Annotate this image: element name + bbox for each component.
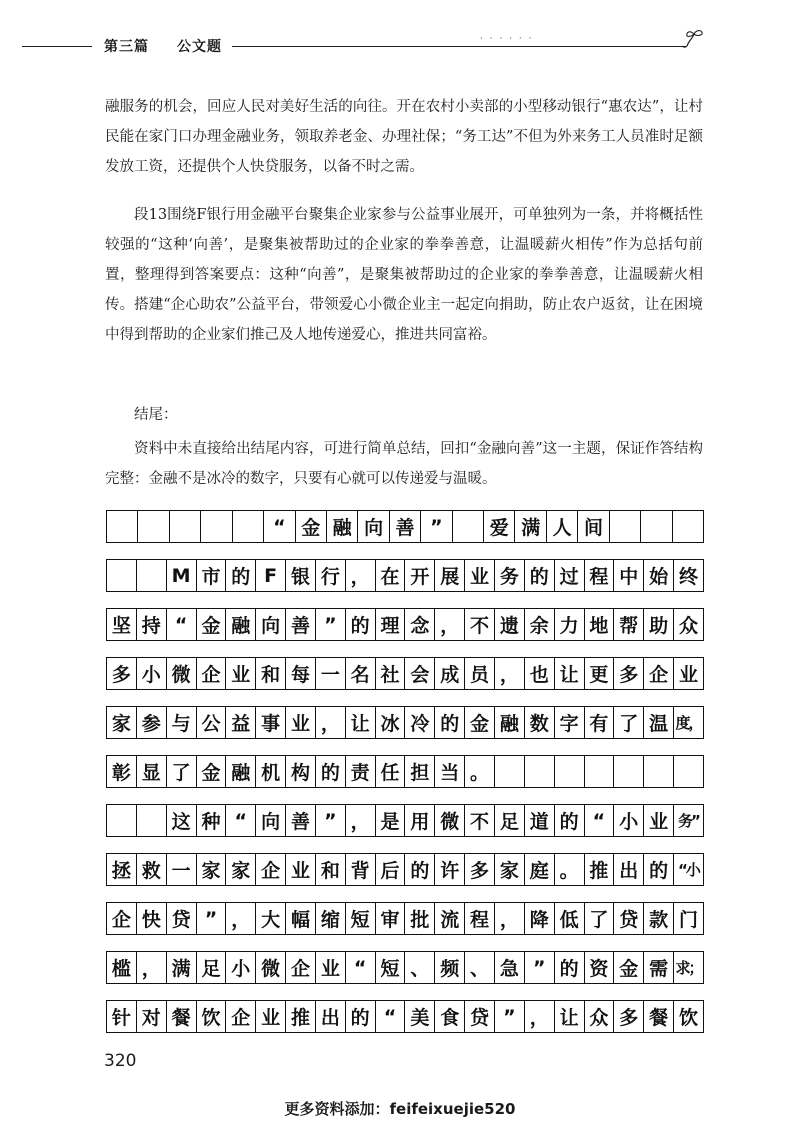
grid-cell: [555, 756, 585, 787]
grid-cell: 小: [137, 658, 167, 689]
answer-grid: [106, 510, 704, 1049]
grid-cell: [610, 511, 641, 542]
grid-cell: 满: [515, 511, 546, 542]
grid-cell: ，: [226, 903, 256, 934]
grid-cell: F: [256, 560, 286, 591]
grid-cell: ，: [316, 707, 346, 738]
grid-row: [106, 559, 704, 592]
grid-row: [106, 657, 704, 690]
grid-cell: 金: [465, 707, 495, 738]
grid-cell: 始: [644, 560, 674, 591]
header-rule-right: [232, 46, 687, 47]
grid-cell: 益: [226, 707, 256, 738]
grid-cell: ，: [495, 903, 525, 934]
grid-cell: [201, 511, 232, 542]
grid-cell: 与: [167, 707, 197, 738]
grid-cell: 低: [555, 903, 585, 934]
grid-cell: 务”: [674, 805, 704, 836]
body-text-4: [105, 434, 703, 494]
grid-cell: 融: [226, 609, 256, 640]
grid-cell: 微: [167, 658, 197, 689]
grid-cell: 持: [137, 609, 167, 640]
grid-cell: 种: [197, 805, 227, 836]
grid-cell: 不: [465, 805, 495, 836]
grid-cell: 审: [376, 903, 406, 934]
grid-cell: 间: [578, 511, 609, 542]
grid-cell: 成: [435, 658, 465, 689]
grid-cell: 更: [585, 658, 615, 689]
grid-cell: 显: [137, 756, 167, 787]
grid-cell: 业: [644, 805, 674, 836]
grid-cell: ”: [421, 511, 452, 542]
grid-cell: 金: [197, 609, 227, 640]
grid-cell: 市: [197, 560, 227, 591]
grid-cell: ”: [316, 805, 346, 836]
body-text: [105, 92, 703, 182]
grid-cell: [614, 756, 644, 787]
grid-cell: 助: [644, 609, 674, 640]
grid-cell: 的: [525, 560, 555, 591]
grid-cell: 批: [405, 903, 435, 934]
grid-cell: 微: [256, 952, 286, 983]
grid-cell: ，: [495, 658, 525, 689]
grid-cell: 担: [405, 756, 435, 787]
grid-cell: 善: [286, 805, 316, 836]
body-text-2: [105, 200, 703, 350]
grid-cell: 金: [296, 511, 327, 542]
grid-cell: 业: [316, 952, 346, 983]
grid-cell: 善: [390, 511, 421, 542]
grid-cell: 贷: [167, 903, 197, 934]
grid-cell: 开: [405, 560, 435, 591]
grid-cell: 幅: [286, 903, 316, 934]
grid-cell: 公: [197, 707, 227, 738]
grid-cell: [107, 560, 137, 591]
grid-cell: 拯: [107, 854, 137, 885]
grid-cell: 家: [495, 854, 525, 885]
grid-cell: 的: [346, 1001, 376, 1032]
grid-cell: [585, 756, 615, 787]
section-label: 第三篇: [104, 39, 149, 55]
grid-cell: [137, 805, 167, 836]
grid-cell: 的: [316, 756, 346, 787]
paragraph-3: 结尾：: [134, 407, 178, 423]
grid-cell: 小: [614, 805, 644, 836]
grid-cell: 门: [674, 903, 704, 934]
grid-cell: ”: [197, 903, 227, 934]
grid-cell: 名: [346, 658, 376, 689]
grid-cell: 食: [435, 1001, 465, 1032]
header-rule-left: [22, 46, 92, 47]
grid-cell: 念: [405, 609, 435, 640]
grid-cell: 遗: [495, 609, 525, 640]
grid-cell: ，: [346, 805, 376, 836]
grid-cell: “: [167, 609, 197, 640]
grid-cell: 金: [197, 756, 227, 787]
grid-cell: 理: [376, 609, 406, 640]
grid-cell: 的: [555, 805, 585, 836]
grid-cell: 一: [167, 854, 197, 885]
grid-cell: 多: [614, 1001, 644, 1032]
grid-cell: 让: [555, 658, 585, 689]
grid-cell: 爱: [484, 511, 515, 542]
grid-cell: 帮: [614, 609, 644, 640]
grid-cell: 事: [256, 707, 286, 738]
grid-cell: 程: [585, 560, 615, 591]
grid-cell: 数: [525, 707, 555, 738]
grid-cell: 款: [644, 903, 674, 934]
grid-cell: 流: [435, 903, 465, 934]
grid-cell: 缩: [316, 903, 346, 934]
grid-cell: 的: [435, 707, 465, 738]
grid-cell: 融: [226, 756, 256, 787]
grid-cell: 企: [107, 903, 137, 934]
grid-cell: 每: [286, 658, 316, 689]
grid-cell: 多: [465, 854, 495, 885]
grid-cell: 向: [256, 805, 286, 836]
grid-cell: 用: [405, 805, 435, 836]
grid-cell: 企: [644, 658, 674, 689]
grid-cell: [453, 511, 484, 542]
grid-cell: 了: [614, 707, 644, 738]
grid-cell: 快: [137, 903, 167, 934]
grid-cell: 饮: [197, 1001, 227, 1032]
grid-cell: [525, 756, 555, 787]
grid-cell: 业: [256, 1001, 286, 1032]
grid-cell: 道: [525, 805, 555, 836]
grid-cell: 资: [585, 952, 615, 983]
paragraph-2: 段13围绕F银行用金融平台聚集企业家参与公益事业展开，可单独列为一条，并将概括性较强的“这种‘向善’，是聚集被帮助过的企业家的拳拳善意，让温暖薪火相传”作为总括句前置，整理得到答案要点：这种“向善”，是聚集被帮助过的企业家的拳拳善意，让温暖薪火相传。搭建“企心助农”公益平台，带领爱心小微企业主一起定向捐助，防止农户返贫，让在困境中得到帮助的企业家们推己及人地传递爱心，推进共同富裕。: [105, 207, 703, 343]
grid-row: [106, 853, 704, 886]
grid-cell: 的: [405, 854, 435, 885]
grid-cell: 庭: [525, 854, 555, 885]
grid-cell: 中: [614, 560, 644, 591]
grid-cell: “: [226, 805, 256, 836]
grid-cell: “: [585, 805, 615, 836]
body-text-3: [105, 400, 703, 430]
grid-cell: 业: [286, 707, 316, 738]
grid-cell: 彰: [107, 756, 137, 787]
grid-cell: 频: [435, 952, 465, 983]
grid-cell: [107, 511, 138, 542]
grid-cell: 满: [167, 952, 197, 983]
grid-cell: 、: [465, 952, 495, 983]
grid-cell: 的: [644, 854, 674, 885]
grid-cell: 银: [286, 560, 316, 591]
grid-cell: 足: [495, 805, 525, 836]
grid-row: [106, 755, 704, 788]
grid-cell: 展: [435, 560, 465, 591]
grid-cell: 降: [525, 903, 555, 934]
grid-cell: 背: [346, 854, 376, 885]
header-dots: · · · · · ·: [480, 34, 534, 44]
grid-cell: 餐: [644, 1001, 674, 1032]
grid-cell: 社: [376, 658, 406, 689]
grid-cell: 餐: [167, 1001, 197, 1032]
grid-row: [106, 510, 704, 543]
grid-cell: 员: [465, 658, 495, 689]
grid-cell: [107, 805, 137, 836]
grid-cell: 的: [226, 560, 256, 591]
grid-cell: 足: [197, 952, 227, 983]
grid-cell: 企: [256, 854, 286, 885]
grid-cell: 需: [644, 952, 674, 983]
grid-cell: 业: [226, 658, 256, 689]
grid-cell: 地: [585, 609, 615, 640]
grid-row: [106, 706, 704, 739]
grid-cell: 融: [495, 707, 525, 738]
grid-row: [106, 804, 704, 837]
grid-cell: 求；: [674, 952, 704, 983]
grid-cell: [233, 511, 264, 542]
grid-cell: 众: [674, 609, 704, 640]
grid-cell: 后: [376, 854, 406, 885]
grid-row: [106, 608, 704, 641]
grid-cell: [674, 756, 704, 787]
grid-cell: 度，: [674, 707, 704, 738]
grid-cell: 务: [495, 560, 525, 591]
grid-cell: 不: [465, 609, 495, 640]
grid-cell: 家: [226, 854, 256, 885]
grid-cell: 出: [316, 1001, 346, 1032]
grid-cell: 善: [286, 609, 316, 640]
grid-cell: 的: [555, 952, 585, 983]
page-number: 320: [104, 1051, 137, 1071]
grid-cell: 是: [376, 805, 406, 836]
grid-cell: 了: [167, 756, 197, 787]
grid-cell: ”: [525, 952, 555, 983]
grid-cell: 救: [137, 854, 167, 885]
grid-cell: 对: [137, 1001, 167, 1032]
grid-cell: 小: [226, 952, 256, 983]
page-header: [0, 34, 800, 58]
grid-cell: 业: [465, 560, 495, 591]
grid-cell: 了: [585, 903, 615, 934]
grid-cell: 向: [256, 609, 286, 640]
grid-cell: ，: [525, 1001, 555, 1032]
grid-cell: 美: [405, 1001, 435, 1032]
grid-cell: 力: [555, 609, 585, 640]
chapter-title: 公文题: [177, 39, 222, 55]
grid-cell: 在: [376, 560, 406, 591]
grid-cell: 会: [405, 658, 435, 689]
grid-cell: 冰: [376, 707, 406, 738]
grid-row: [106, 951, 704, 984]
grid-cell: 推: [286, 1001, 316, 1032]
grid-cell: 向: [358, 511, 389, 542]
grid-cell: 贷: [465, 1001, 495, 1032]
grid-cell: ”: [316, 609, 346, 640]
grid-cell: 过: [555, 560, 585, 591]
grid-cell: 业: [286, 854, 316, 885]
grid-cell: 短: [376, 952, 406, 983]
grid-cell: [495, 756, 525, 787]
grid-cell: 家: [107, 707, 137, 738]
grid-cell: 责: [346, 756, 376, 787]
grid-cell: [170, 511, 201, 542]
grid-cell: 字: [555, 707, 585, 738]
grid-cell: ”: [495, 1001, 525, 1032]
grid-cell: 这: [167, 805, 197, 836]
grid-cell: 人: [547, 511, 578, 542]
grid-cell: 许: [435, 854, 465, 885]
grid-cell: 针: [107, 1001, 137, 1032]
grid-cell: [644, 756, 674, 787]
grid-cell: 的: [346, 609, 376, 640]
grid-cell: 也: [525, 658, 555, 689]
grid-cell: 和: [316, 854, 346, 885]
grid-cell: 让: [346, 707, 376, 738]
grid-cell: 企: [226, 1001, 256, 1032]
grid-cell: M: [167, 560, 197, 591]
footer-note: 更多资料添加：feifeixuejie520: [284, 1100, 516, 1118]
grid-cell: 、: [405, 952, 435, 983]
grid-cell: 。: [465, 756, 495, 787]
grid-cell: 融: [327, 511, 358, 542]
grid-cell: 出: [614, 854, 644, 885]
grid-cell: 推: [585, 854, 615, 885]
grid-row: [106, 902, 704, 935]
grid-cell: 急: [495, 952, 525, 983]
grid-cell: 槛: [107, 952, 137, 983]
grid-cell: 。: [555, 854, 585, 885]
grid-cell: 终: [674, 560, 704, 591]
grid-cell: “: [264, 511, 295, 542]
grid-cell: [137, 560, 167, 591]
grid-cell: 程: [465, 903, 495, 934]
grid-cell: ，: [346, 560, 376, 591]
paragraph-1: 融服务的机会，回应人民对美好生活的向往。开在农村小卖部的小型移动银行“惠农达”，让村民能在家门口办理金融业务，领取养老金、办理社保；“务工达”不但为外来务工人员准时足额发放工资，还提供个人快贷服务，以备不时之需。: [105, 99, 703, 175]
grid-cell: 冷: [405, 707, 435, 738]
grid-cell: 短: [346, 903, 376, 934]
grid-cell: [673, 511, 704, 542]
grid-cell: 贷: [614, 903, 644, 934]
grid-cell: ，: [435, 609, 465, 640]
grid-cell: 参: [137, 707, 167, 738]
grid-cell: [138, 511, 169, 542]
grid-cell: 余: [525, 609, 555, 640]
grid-cell: “: [376, 1001, 406, 1032]
grid-cell: 业: [674, 658, 704, 689]
grid-cell: 多: [107, 658, 137, 689]
grid-cell: “小: [674, 854, 704, 885]
grid-cell: “: [346, 952, 376, 983]
grid-cell: 企: [286, 952, 316, 983]
grid-cell: 饮: [674, 1001, 704, 1032]
grid-cell: 一: [316, 658, 346, 689]
grid-cell: 让: [555, 1001, 585, 1032]
grid-cell: ，: [137, 952, 167, 983]
grid-cell: 机: [256, 756, 286, 787]
grid-cell: 众: [585, 1001, 615, 1032]
paragraph-4: 资料中未直接给出结尾内容，可进行简单总结，回扣“金融向善”这一主题，保证作答结构完整：金融不是冰冷的数字，只要有心就可以传递爱与温暖。: [105, 441, 703, 487]
grid-row: [106, 1000, 704, 1033]
sprout-icon: [680, 28, 710, 58]
grid-cell: 大: [256, 903, 286, 934]
grid-cell: 有: [585, 707, 615, 738]
grid-cell: 坚: [107, 609, 137, 640]
grid-cell: 行: [316, 560, 346, 591]
grid-cell: 和: [256, 658, 286, 689]
grid-cell: 多: [614, 658, 644, 689]
grid-cell: 构: [286, 756, 316, 787]
grid-cell: 金: [614, 952, 644, 983]
grid-cell: 企: [197, 658, 227, 689]
grid-cell: [641, 511, 672, 542]
grid-cell: 当: [435, 756, 465, 787]
grid-cell: 任: [376, 756, 406, 787]
grid-cell: 温: [644, 707, 674, 738]
grid-cell: 微: [435, 805, 465, 836]
grid-cell: 家: [197, 854, 227, 885]
